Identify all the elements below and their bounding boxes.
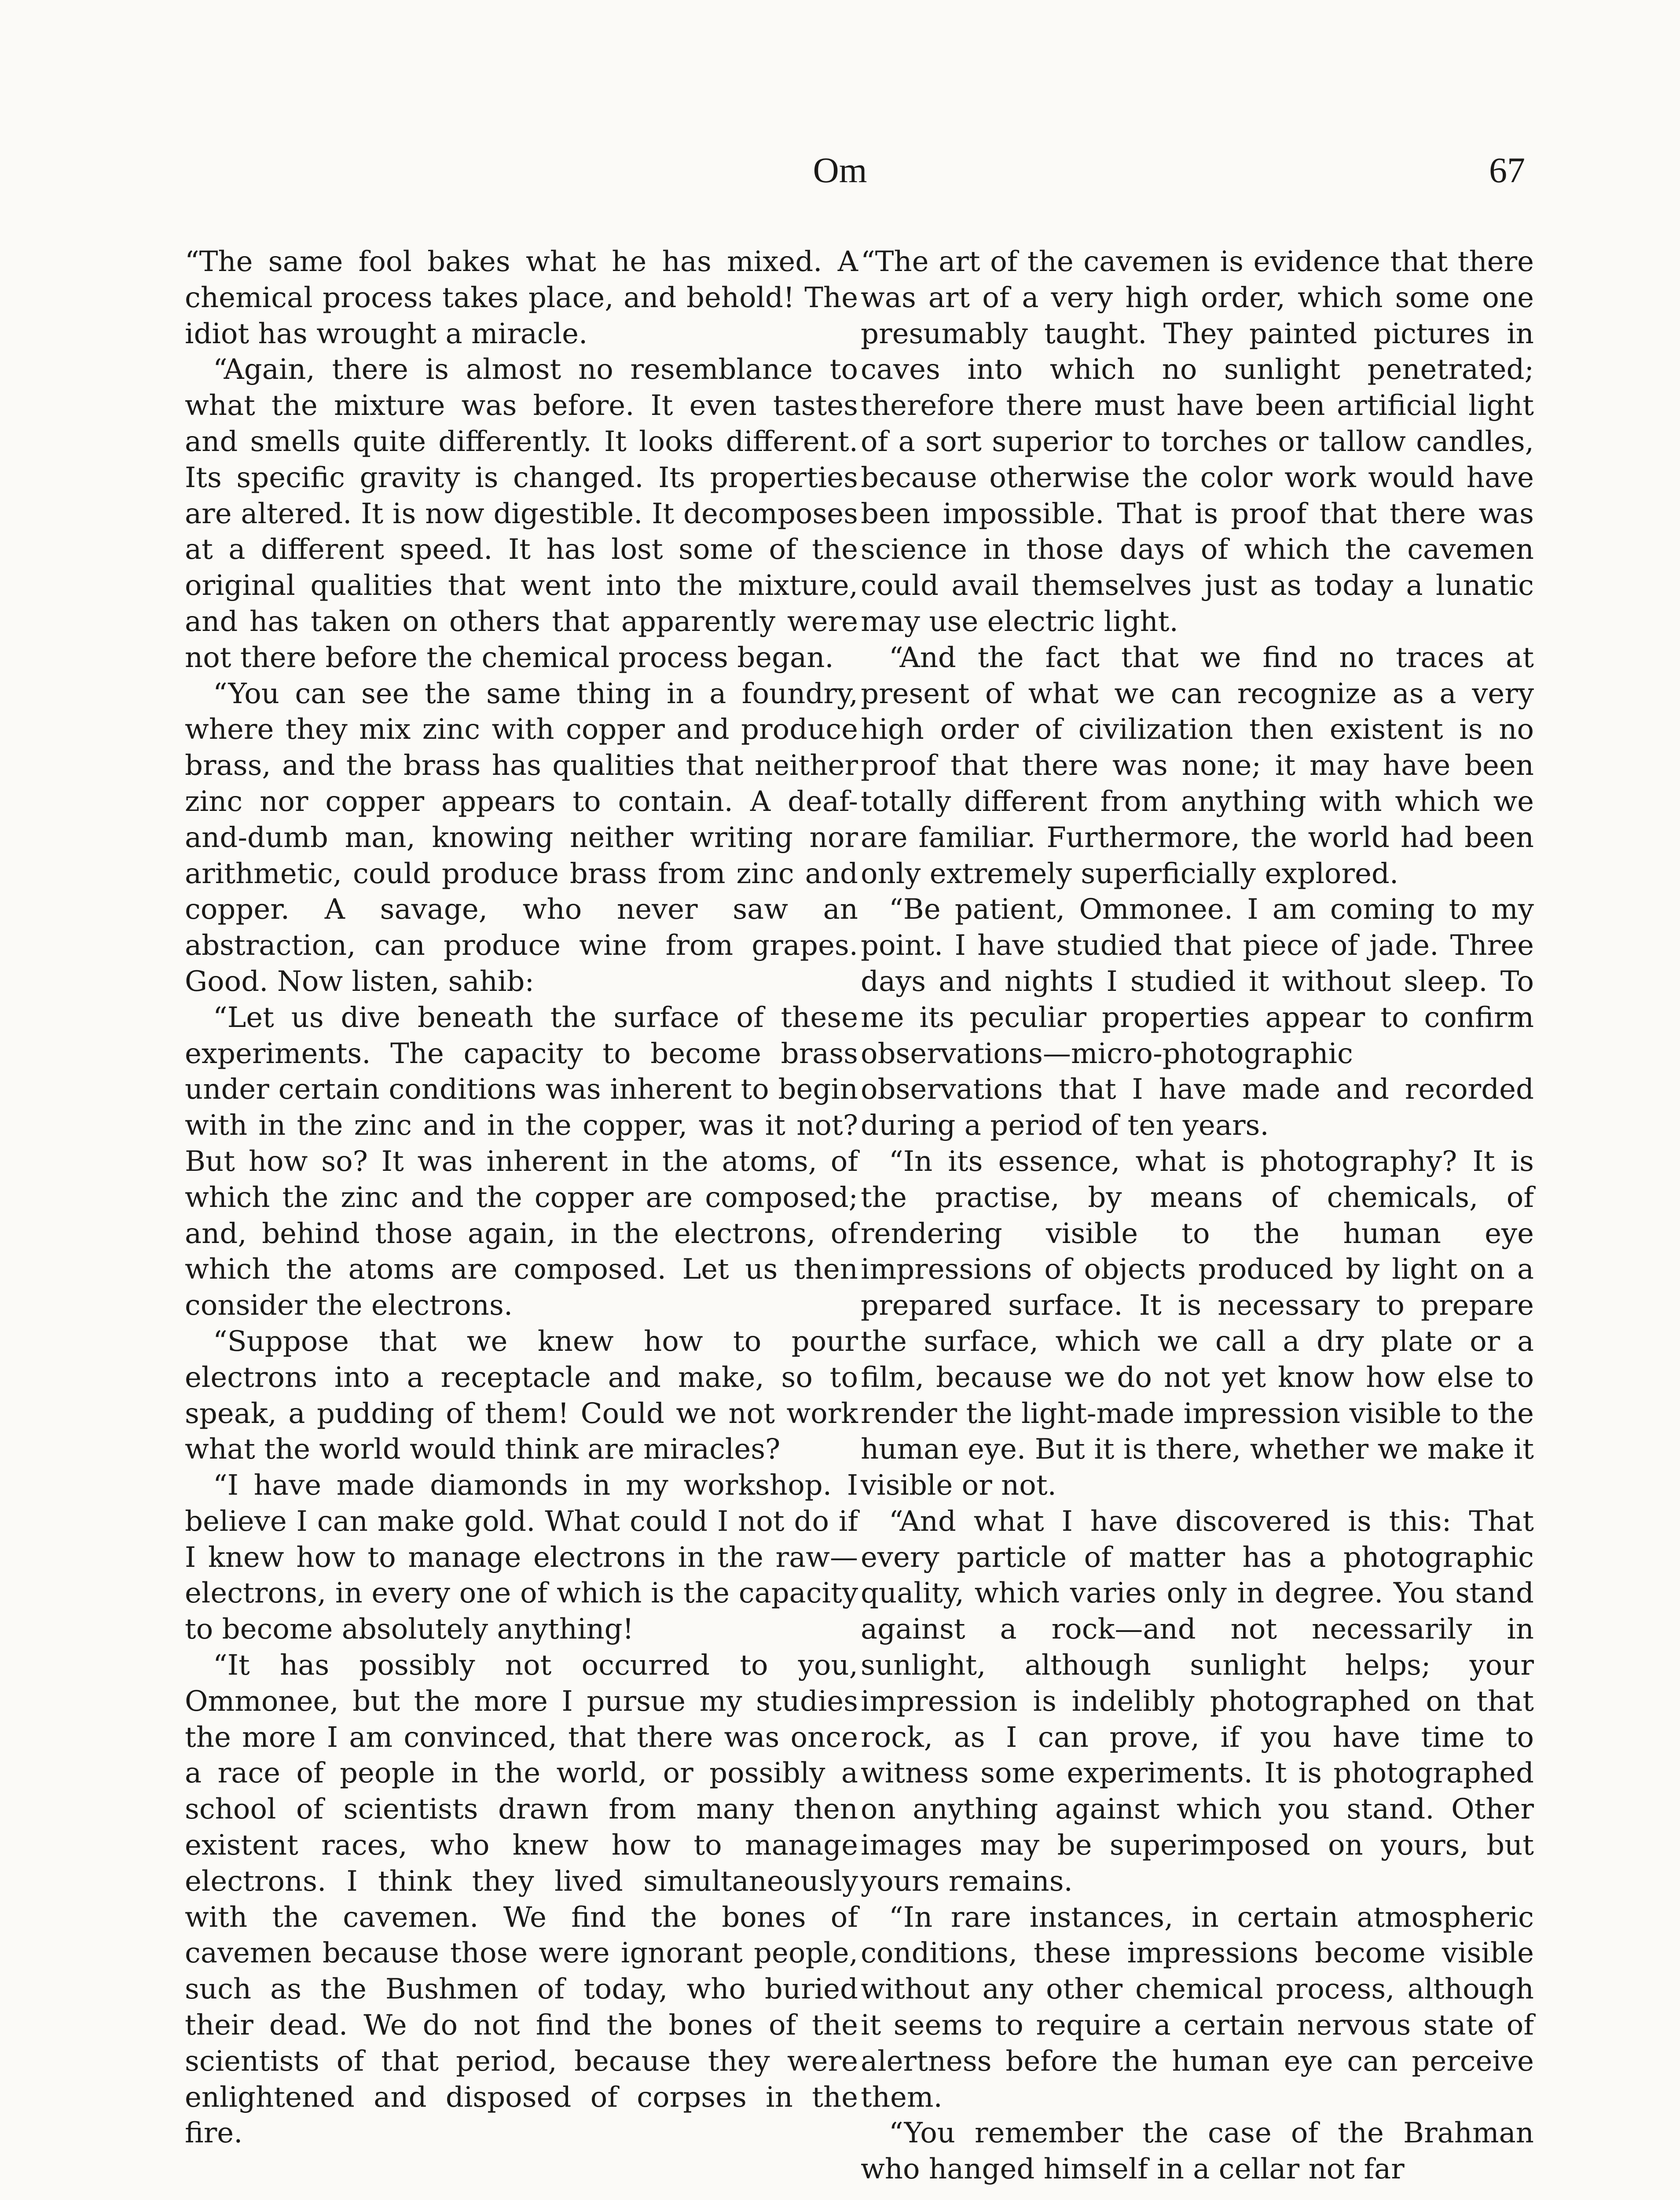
paragraph: “Be patient, Ommonee. I am coming to my point. I have studied that piece of jade. Three days and nights I studied it without sleep. To me its peculiar properties appear to confirm observations—micro-photographic observations that I have made and recorded during a period of ten years.: [861, 893, 1534, 1142]
paragraph: “The same fool bakes what he has mixed. A chemical process takes place, and behold! The idiot has wrought a miracle.: [185, 246, 858, 350]
left-column: [185, 244, 858, 2152]
right-column: [861, 244, 1534, 2188]
paragraph: “You can see the same thing in a foundry, where they mix zinc with copper and produce brass, and the brass has qualities that neither zinc nor copper appears to contain. A deaf-and-dumb man, knowing neither writing nor arithmetic, could produce brass from zinc and copper. A savage, who never saw an abstraction, can produce wine from grapes. Good. Now listen, sahib:: [185, 677, 858, 998]
paragraph: “In rare instances, in certain atmospheric conditions, these impressions become visible without any other chemical process, although it seems to require a certain nervous state of alertness before the human eye can perceive them.: [861, 1901, 1534, 2114]
page-number: 67: [1489, 150, 1525, 190]
paragraph: “In its essence, what is photography? It is the practise, by means of chemicals, of rendering visible to the human eye impressions of objects produced by light on a prepared surface. It is necessary to prepare the surface, which we call a dry plate or a film, because we do not yet know how else to render the light-made impression visible to the human eye. But it is there, whether we make it visible or not.: [861, 1145, 1534, 1502]
paragraph: “Again, there is almost no resemblance to what the mixture was before. It even tastes and smells quite differently. It looks different. Its specific gravity is changed. Its properties are altered. It is now digestible. It decomposes at a different speed. It has lost some of the original qualities that went into the mixture, and has taken on others that apparently were not there before the chemical process began.: [185, 353, 858, 674]
paragraph: “And the fact that we find no traces at present of what we can recognize as a very high order of civilization then existent is no proof that there was none; it may have been totally different from anything with which we are familiar. Furthermore, the world had been only extremely superficially explored.: [861, 641, 1534, 890]
paragraph: “Suppose that we knew how to pour electrons into a receptacle and make, so to speak, a pudding of them! Could we not work what the world would think are miracles?: [185, 1325, 858, 1466]
paragraph: “It has possibly not occurred to you, Ommonee, but the more I pursue my studies the more I am convinced, that there was once a race of people in the world, or possibly a school of scientists drawn from many then existent races, who knew how to manage electrons. I think they lived simultaneously with the cavemen. We find the bones of cavemen because those were ignorant people, such as the Bushmen of today, who buried their dead. We do not find the bones of the scientists of that period, because they were enlightened and disposed of corpses in the fire.: [185, 1649, 858, 2150]
paragraph: “The art of the cavemen is evidence that there was art of a very high order, which some one presumably taught. They painted pictures in caves into which no sunlight penetrated; therefore there must have been artificial light of a sort superior to torches or tallow candles, because otherwise the color work would have been impossible. That is proof that there was science in those days of which the cavemen could avail themselves just as today a lunatic may use electric light.: [861, 246, 1534, 638]
paragraph: “I have made diamonds in my workshop. I believe I can make gold. What could I not do if I knew how to manage electrons in the raw—electrons, in every one of which is the capacity to become absolutely anything!: [185, 1469, 858, 1646]
paragraph: “You remember the case of the Brahman who hanged himself in a cellar not far: [861, 2117, 1534, 2186]
paragraph: “And what I have discovered is this: That every particle of matter has a photographic quality, which varies only in degree. You stand against a rock—and not necessarily in sunlight, although sunlight helps; your impression is indelibly photographed on that rock, as I can prove, if you have time to witness some experiments. It is photographed on anything against which you stand. Other images may be superimposed on yours, but yours remains.: [861, 1505, 1534, 1898]
running-title: Om: [813, 150, 867, 190]
paragraph: “Let us dive beneath the surface of these experiments. The capacity to become brass under certain conditions was inherent to begin with in the zinc and in the copper, was it not? But how so? It was inherent in the atoms, of which the zinc and the copper are composed; and, behind those again, in the electrons, of which the atoms are composed. Let us then consider the electrons.: [185, 1001, 858, 1322]
